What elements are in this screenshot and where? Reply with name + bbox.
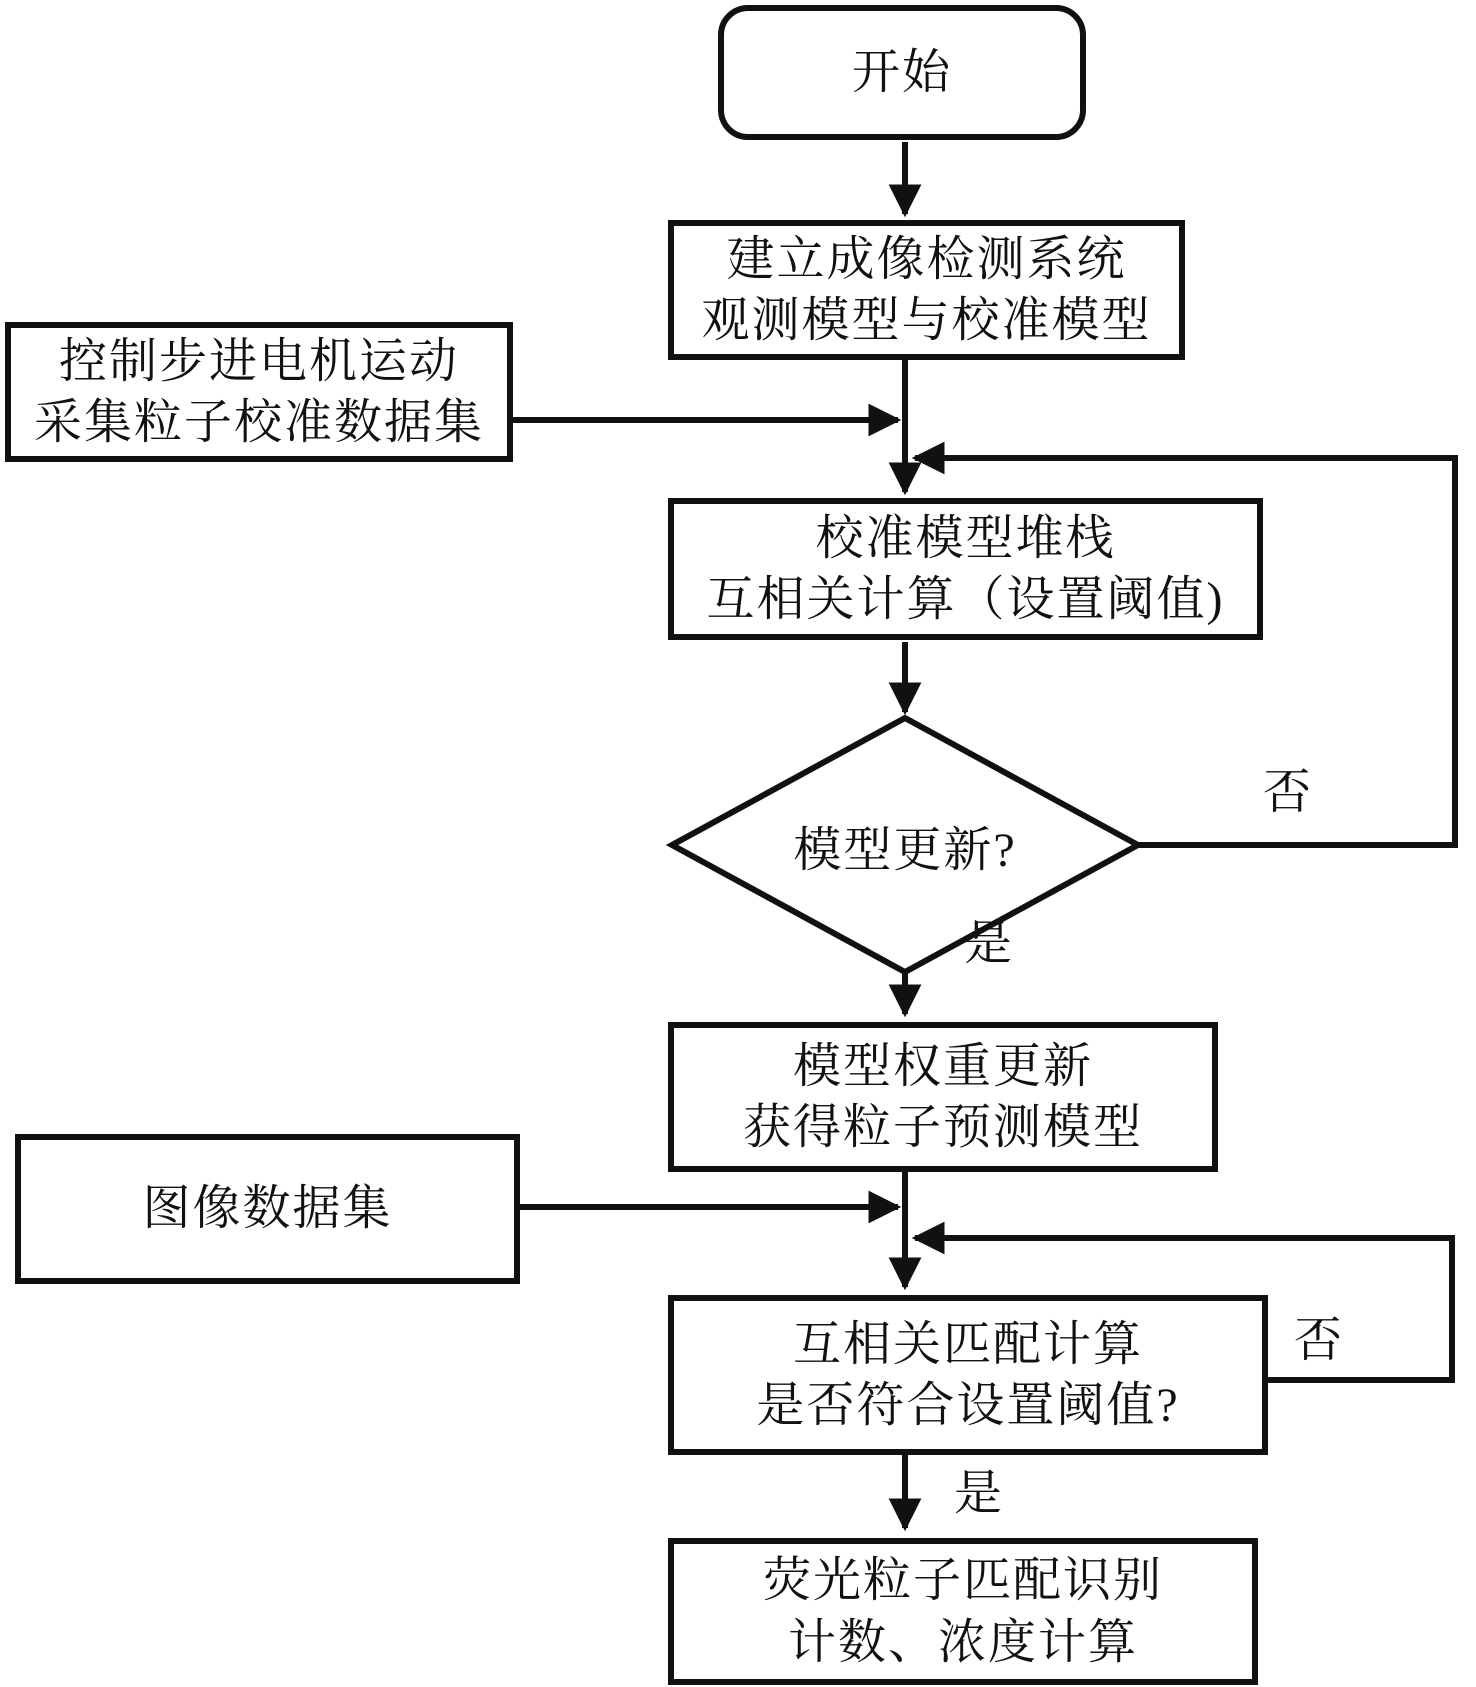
node-label-line: 是否符合设置阈值? — [756, 1379, 1180, 1432]
node-label-line: 校准模型堆栈 — [815, 511, 1116, 565]
node-label-line: 开始 — [851, 45, 952, 99]
node-label-line: 控制步进电机运动 — [58, 334, 459, 388]
node-label-line: 建立成像检测系统 — [726, 232, 1127, 286]
node-label-line: 互相关匹配计算 — [792, 1317, 1143, 1371]
node-calibration-stack — [668, 498, 1263, 640]
node-label-line: 计数、浓度计算 — [787, 1615, 1138, 1669]
node-label-line: 采集粒子校准数据集 — [33, 396, 484, 449]
node-image-dataset — [15, 1134, 520, 1284]
node-stepper-calibration — [5, 322, 513, 462]
node-build-system-model — [668, 220, 1185, 360]
node-cross-match — [668, 1295, 1268, 1455]
node-label-line: 模型权重更新 — [792, 1039, 1093, 1093]
node-label-line: 荧光粒子匹配识别 — [762, 1554, 1163, 1608]
node-label-line: 互相关计算（设置阈值) — [706, 573, 1225, 626]
label-cross-match-yes: 是 — [953, 1467, 1003, 1520]
label-model-update-no: 否 — [1262, 766, 1312, 819]
node-label-line: 观测模型与校准模型 — [701, 294, 1152, 347]
label-cross-match-no: 否 — [1293, 1314, 1343, 1367]
node-label-line: 图像数据集 — [142, 1182, 393, 1236]
node-particle-result — [668, 1538, 1258, 1685]
node-start — [718, 5, 1086, 140]
node-weight-update — [668, 1022, 1218, 1172]
node-label-line: 模型更新? — [793, 823, 1017, 877]
node-label-line: 获得粒子预测模型 — [742, 1101, 1143, 1154]
label-model-update-yes: 是 — [963, 917, 1013, 970]
decision-diamond-model-update — [672, 718, 1138, 972]
